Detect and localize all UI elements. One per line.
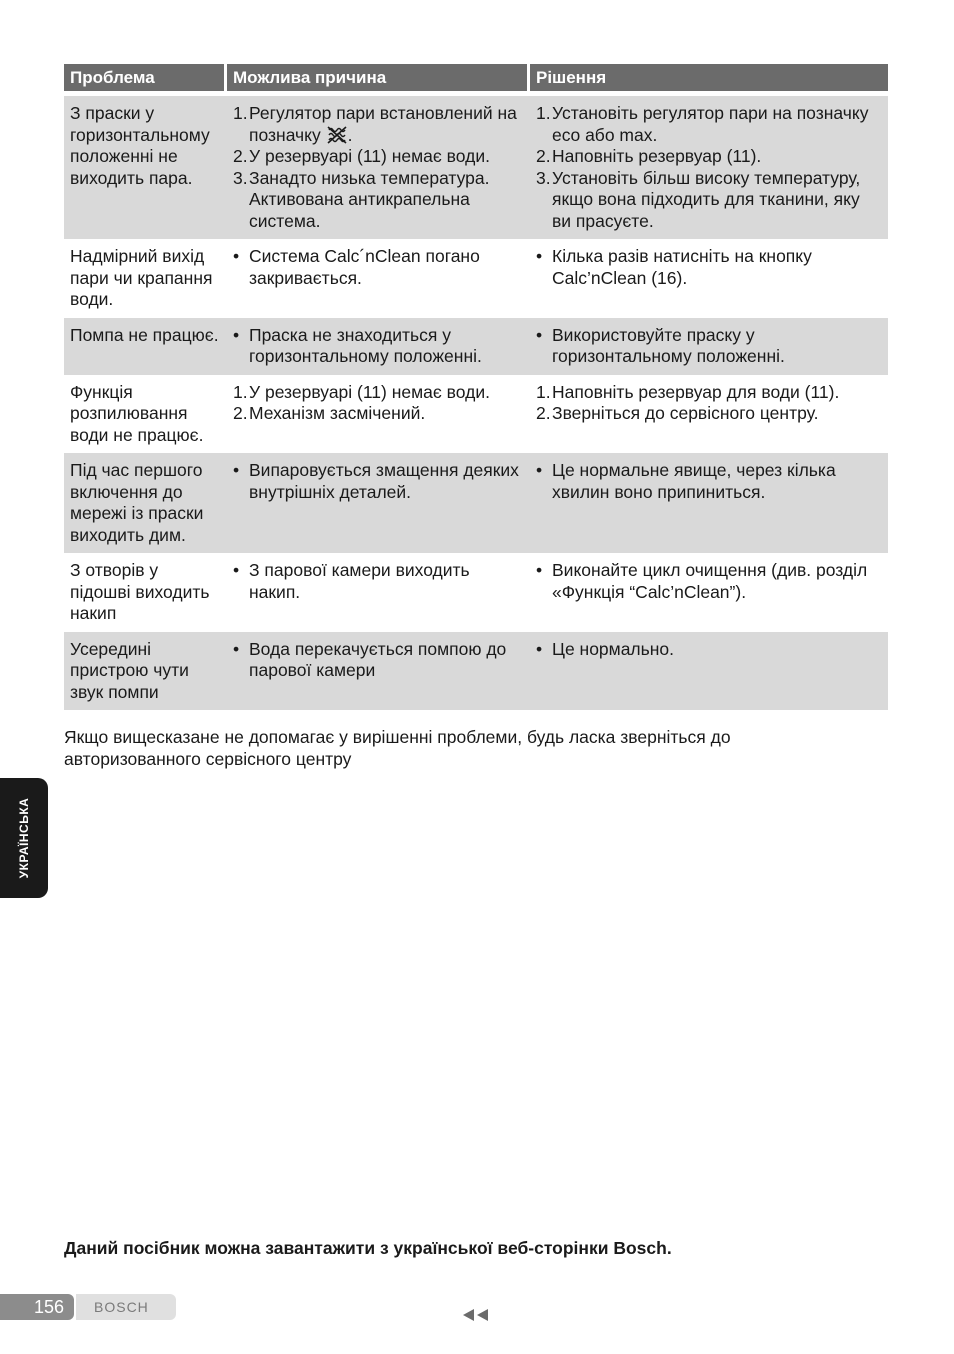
problem-cell: Усередині пристрою чути звук помпи	[64, 632, 227, 711]
list-item: • Вода перекачується помпою до парової камери	[233, 638, 507, 680]
service-note: Якщо вищесказане не допомагає у вирішенні проблеми, будь ласка зверніться до авторизованного сервісного центру	[64, 727, 731, 769]
list-item: • Використовуйте праску у горизонтальному положенні.	[536, 324, 785, 366]
list-item: 2. Зверніться до сервісного центру.	[536, 403, 819, 423]
solution-cell	[530, 318, 888, 375]
header-problem: Проблема	[64, 64, 227, 91]
cause-cell	[227, 318, 530, 375]
list-item: • Випаровується змащення деяких внутрішніх деталей.	[233, 460, 519, 502]
table-row	[64, 553, 888, 632]
list-item: 1. Наповніть резервуар для води (11).	[536, 381, 840, 402]
table-row	[64, 239, 888, 318]
problem-cell: Помпа не працює.	[64, 318, 227, 375]
list-item: • Кілька разів натисніть на кнопку Calc’nClean (16).	[536, 246, 812, 288]
list-item: 1. У резервуарі (11) немає води.	[233, 381, 490, 402]
solution-cell	[530, 375, 888, 454]
list-item: 1. Регулятор пари встановлений на позначку .	[233, 103, 517, 145]
list-item: • Система Calc´nClean погано закривається.	[233, 246, 480, 288]
list-item: 2. У резервуарі (11) немає води.	[233, 146, 490, 166]
no-steam-icon	[326, 126, 348, 144]
language-tab-label: УКРАЇНСЬКА	[17, 797, 31, 879]
cause-cell	[227, 239, 530, 318]
list-item: • Праска не знаходиться у горизонтальному положенні.	[233, 324, 482, 366]
brand-label: BOSCH	[76, 1294, 176, 1320]
header-cause: Можлива причина	[227, 64, 530, 91]
list-item: 2. Наповніть резервуар (11).	[536, 146, 762, 166]
list-item: • Це нормальне явище, через кілька хвилин воно припиниться.	[536, 460, 836, 502]
cause-cell	[227, 632, 530, 711]
problem-cell: Надмірний вихід пари чи крапання води.	[70, 246, 213, 309]
list-item: 3. Установіть більш високу температуру, якщо вона підходить для тканини, яку ви прасуєте.	[536, 167, 861, 231]
download-note: Даний посібник можна завантажити з української веб-сторінки Bosch.	[64, 1238, 672, 1258]
problem-cell: Функція розпилювання води не працює.	[70, 381, 204, 445]
page-number: 156	[0, 1294, 74, 1320]
table-row	[64, 453, 888, 553]
list-item: 2. Механізм засмічений.	[233, 403, 426, 423]
problem-cell: З отворів у підошві виходить накип	[70, 560, 210, 623]
list-item: • З парової камери виходить накип.	[233, 560, 470, 602]
table-header-row	[64, 64, 888, 91]
table-row	[64, 375, 888, 454]
table-row	[64, 96, 888, 239]
problem-cell: З праски у горизонтальному положенні не виходить пара.	[64, 96, 227, 239]
solution-cell	[530, 632, 888, 711]
list-item: • Це нормально.	[536, 638, 675, 659]
header-solution: Рішення	[530, 64, 888, 91]
troubleshooting-table	[64, 64, 888, 710]
table-row	[64, 632, 888, 711]
double-left-arrow-icon[interactable]	[462, 1308, 490, 1322]
cause-cell	[227, 453, 530, 553]
list-item: • Виконайте цикл очищення (див. розділ «Функція “Calc’nClean”).	[536, 560, 868, 602]
language-tab	[0, 778, 48, 898]
problem-cell: Під час першого включення до мережі із праски виходить дим.	[64, 453, 227, 553]
solution-cell	[530, 239, 888, 318]
solution-cell	[530, 553, 888, 632]
cause-cell	[227, 96, 530, 239]
solution-cell	[530, 453, 888, 553]
list-item: 1. Установіть регулятор пари на позначку eco або max.	[536, 103, 869, 145]
cause-cell	[227, 553, 530, 632]
list-item: 3. Занадто низька температура. Активована антикрапельна система.	[233, 167, 490, 231]
table-row	[64, 318, 888, 375]
cause-cell	[227, 375, 530, 454]
solution-cell	[530, 96, 888, 239]
